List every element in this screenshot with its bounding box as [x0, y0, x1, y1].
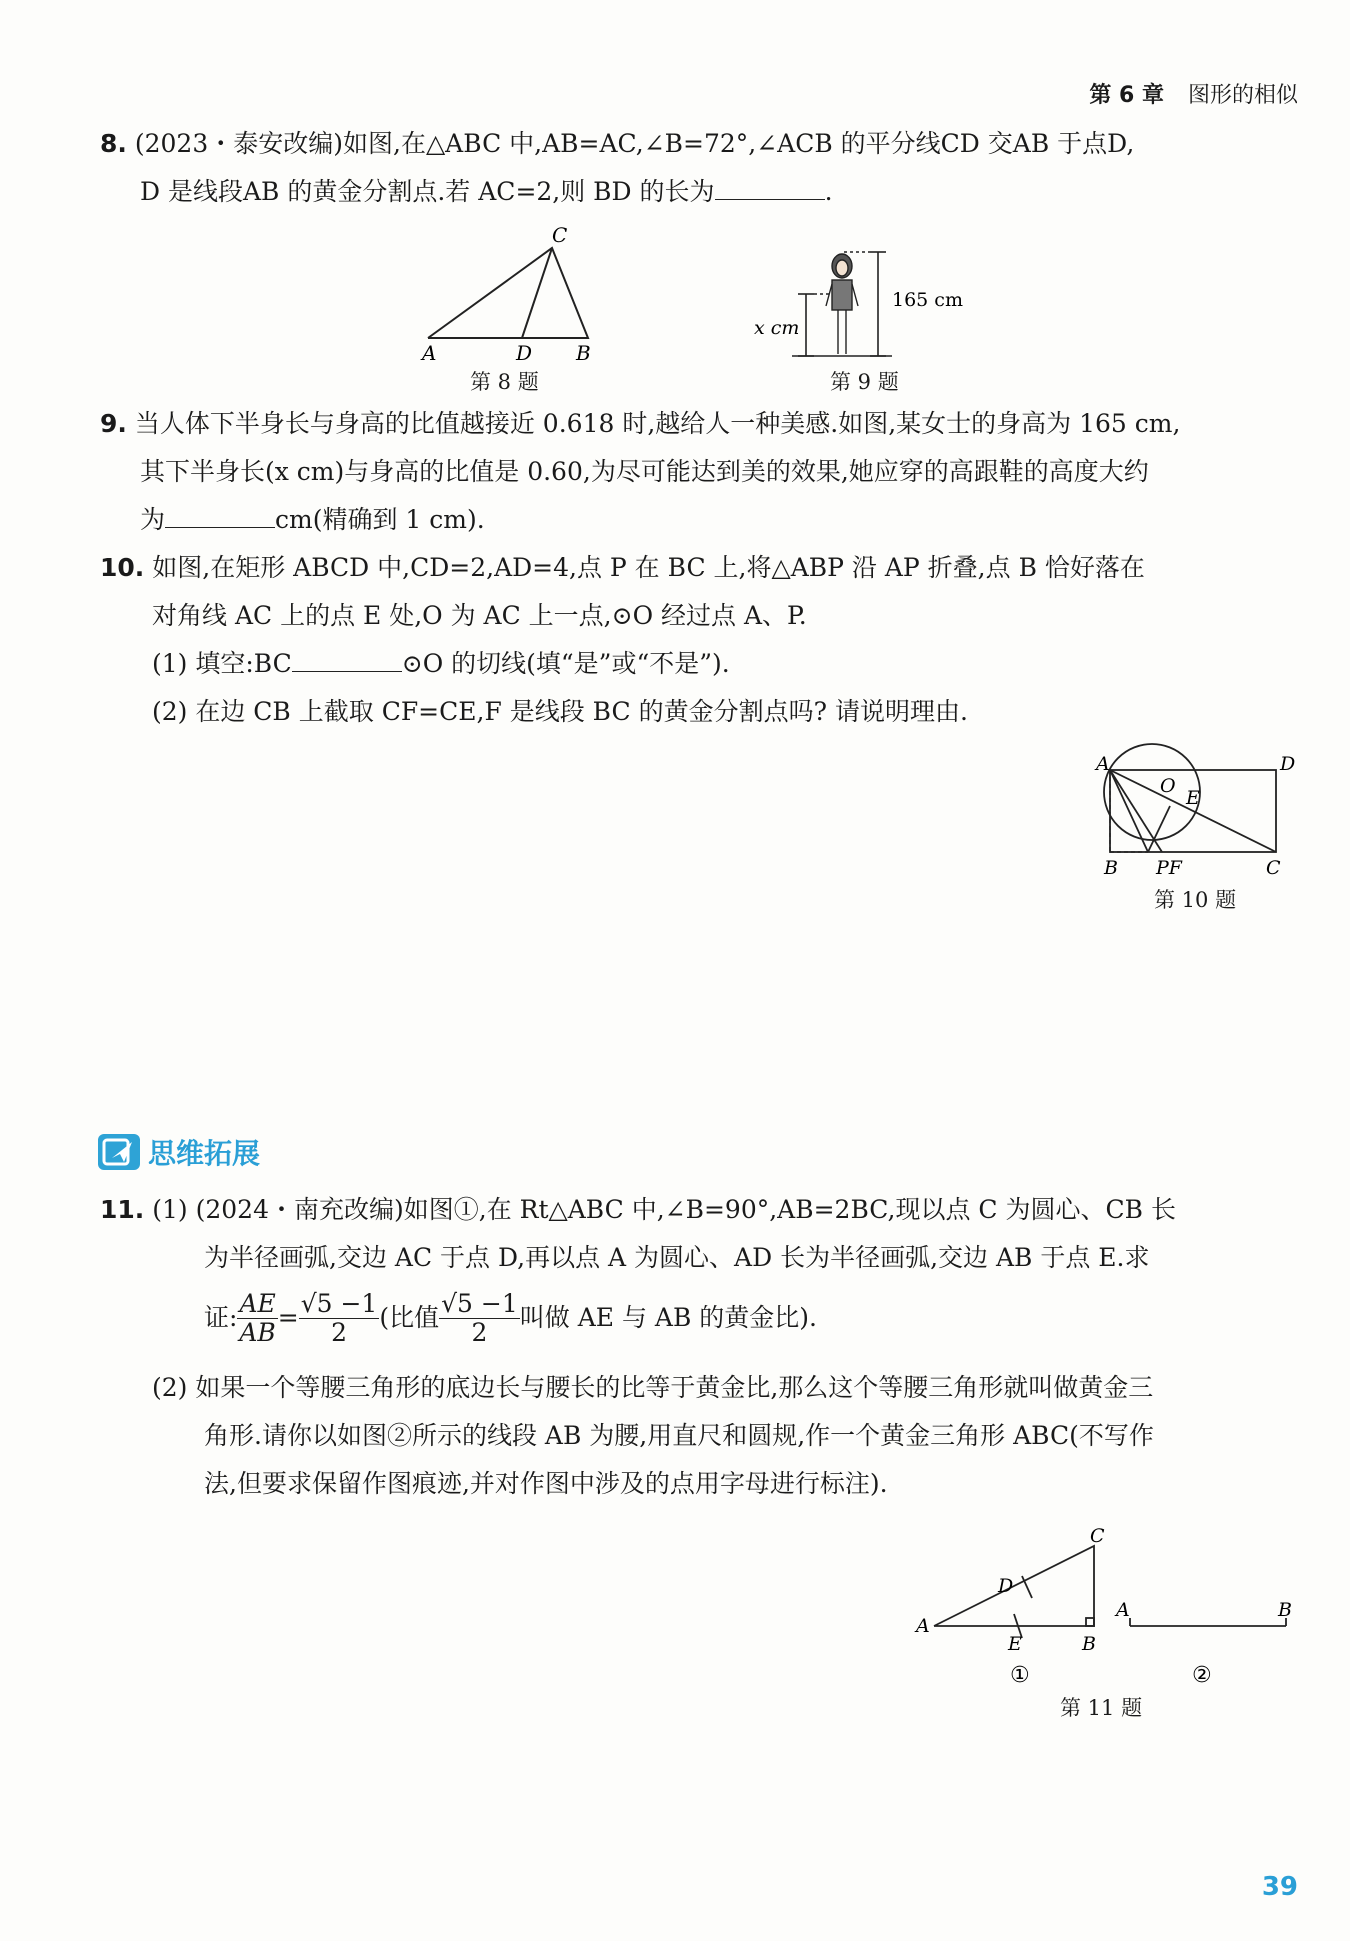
question-11: [100, 1186, 1298, 1508]
page-header: [1089, 78, 1298, 109]
fraction-ae-ab: [237, 1290, 277, 1347]
question-9: [100, 400, 1298, 544]
question-number: 11.: [100, 1195, 145, 1224]
question-number: 10.: [100, 553, 145, 582]
question-8: [100, 120, 1298, 216]
answer-blank[interactable]: [715, 173, 825, 200]
denominator: 2: [331, 1317, 347, 1347]
label-b: B: [1104, 857, 1118, 879]
question-10: [100, 544, 1298, 736]
punctuation: .: [824, 177, 833, 206]
page-number: 39: [1261, 1872, 1298, 1902]
question-text: 证:: [204, 1303, 238, 1332]
label-b: B: [1278, 1599, 1292, 1621]
golden-ratio-fraction: [439, 1290, 520, 1347]
denominator: 2: [471, 1317, 488, 1347]
question-number: 8.: [100, 129, 127, 158]
question-text: 当人体下半身长与身高的比值越接近 0.618 时,越给人一种美感.如图,某女士的身高为 165 cm,: [134, 409, 1181, 438]
question-number: 9.: [100, 409, 127, 438]
question-text: 角形.请你以如图②所示的线段 AB 为腰,用直尺和圆规,作一个黄金三角形 ABC(不写作: [204, 1421, 1154, 1450]
section-heading: [98, 1132, 260, 1172]
label-a: A: [1116, 1599, 1130, 1621]
question-text: 叫做 AE 与 AB 的黄金比).: [519, 1303, 817, 1332]
part-2: (2) 如果一个等腰三角形的底边长与腰长的比等于黄金比,那么这个等腰三角形就叫做黄金三: [152, 1373, 1154, 1402]
question-text: D 是线段AB 的黄金分割点.若 AC=2,则 BD 的长为: [140, 177, 715, 206]
label-o: O: [1160, 775, 1176, 797]
figure-caption: 第 11 题: [1060, 1696, 1143, 1720]
height-label: 165 cm: [892, 289, 963, 311]
part-1-text: ⊙O 的切线(填“是”或“不是”).: [401, 649, 730, 678]
equals-sign: =: [277, 1303, 299, 1332]
label-a: A: [1096, 753, 1110, 775]
figure-mark: ①: [1010, 1663, 1030, 1688]
figure-caption: 第 10 题: [1154, 888, 1237, 912]
thinking-icon: [98, 1134, 140, 1170]
question-source: (2023・泰安改编): [134, 129, 343, 158]
label-a: A: [422, 341, 437, 365]
question-text: 为半径画弧,交边 AC 于点 D,再以点 A 为圆心、AD 长为半径画弧,交边 AB 于点 E.求: [204, 1243, 1150, 1272]
label-e: E: [1186, 787, 1200, 809]
figure-caption: 第 8 题: [470, 370, 539, 394]
numerator: AE: [239, 1288, 276, 1318]
question-text: cm(精确到 1 cm).: [275, 505, 485, 534]
chapter-number: 第 6 章: [1089, 83, 1164, 108]
question-text: 对角线 AC 上的点 E 处,O 为 AC 上一点,⊙O 经过点 A、P.: [152, 601, 807, 630]
question-text: 法,但要求保留作图痕迹,并对作图中涉及的点用字母进行标注).: [204, 1469, 888, 1498]
answer-blank[interactable]: [165, 501, 275, 528]
figure-10-rectangle: [1090, 740, 1300, 880]
figure-mark: ②: [1192, 1663, 1212, 1688]
label-e: E: [1008, 1633, 1022, 1655]
figure-9-woman: [752, 244, 972, 364]
label-c: C: [1266, 857, 1281, 879]
question-text: (比值: [379, 1303, 440, 1332]
question-text: 如图,在△ABC 中,AB=AC,∠B=72°,∠ACB 的平分线CD 交AB 于点D,: [343, 129, 1135, 158]
question-text: 为: [140, 505, 166, 534]
question-text: 如图①,在 Rt△ABC 中,∠B=90°,AB=2BC,现以点 C 为圆心、CB 长: [403, 1195, 1176, 1224]
label-pf: PF: [1156, 857, 1182, 879]
section-title: 思维拓展: [148, 1137, 261, 1170]
label-d: D: [1280, 753, 1296, 775]
numerator: √5 −1: [300, 1288, 378, 1318]
x-label: x cm: [754, 317, 800, 339]
figure-8-triangle: [410, 222, 610, 370]
denominator: AB: [239, 1317, 276, 1347]
figure-11-right-triangle: [910, 1520, 1110, 1690]
chapter-title: 图形的相似: [1187, 83, 1298, 108]
golden-ratio-fraction: [299, 1290, 380, 1347]
label-b: B: [576, 341, 591, 365]
label-d: D: [998, 1575, 1014, 1597]
figure-caption: 第 9 题: [830, 370, 899, 394]
label-d: D: [516, 341, 533, 365]
label-b: B: [1082, 1633, 1096, 1655]
answer-blank[interactable]: [292, 645, 402, 672]
question-text: 如图,在矩形 ABCD 中,CD=2,AD=4,点 P 在 BC 上,将△ABP 沿 AP 折叠,点 B 恰好落在: [152, 553, 1145, 582]
numerator: √5 −1: [441, 1288, 518, 1318]
question-source: (1) (2024・南充改编): [152, 1195, 404, 1224]
figure-11-segment: [1110, 1590, 1300, 1690]
label-a: A: [916, 1615, 930, 1637]
label-c: C: [552, 223, 568, 247]
part-1: (1) 填空:BC: [152, 649, 292, 678]
part-2: (2) 在边 CB 上截取 CF=CE,F 是线段 BC 的黄金分割点吗? 请说明理由.: [152, 697, 968, 726]
label-c: C: [1090, 1525, 1105, 1547]
question-text: 其下半身长(x cm)与身高的比值是 0.60,为尽可能达到美的效果,她应穿的高跟鞋的高度大约: [140, 457, 1149, 486]
